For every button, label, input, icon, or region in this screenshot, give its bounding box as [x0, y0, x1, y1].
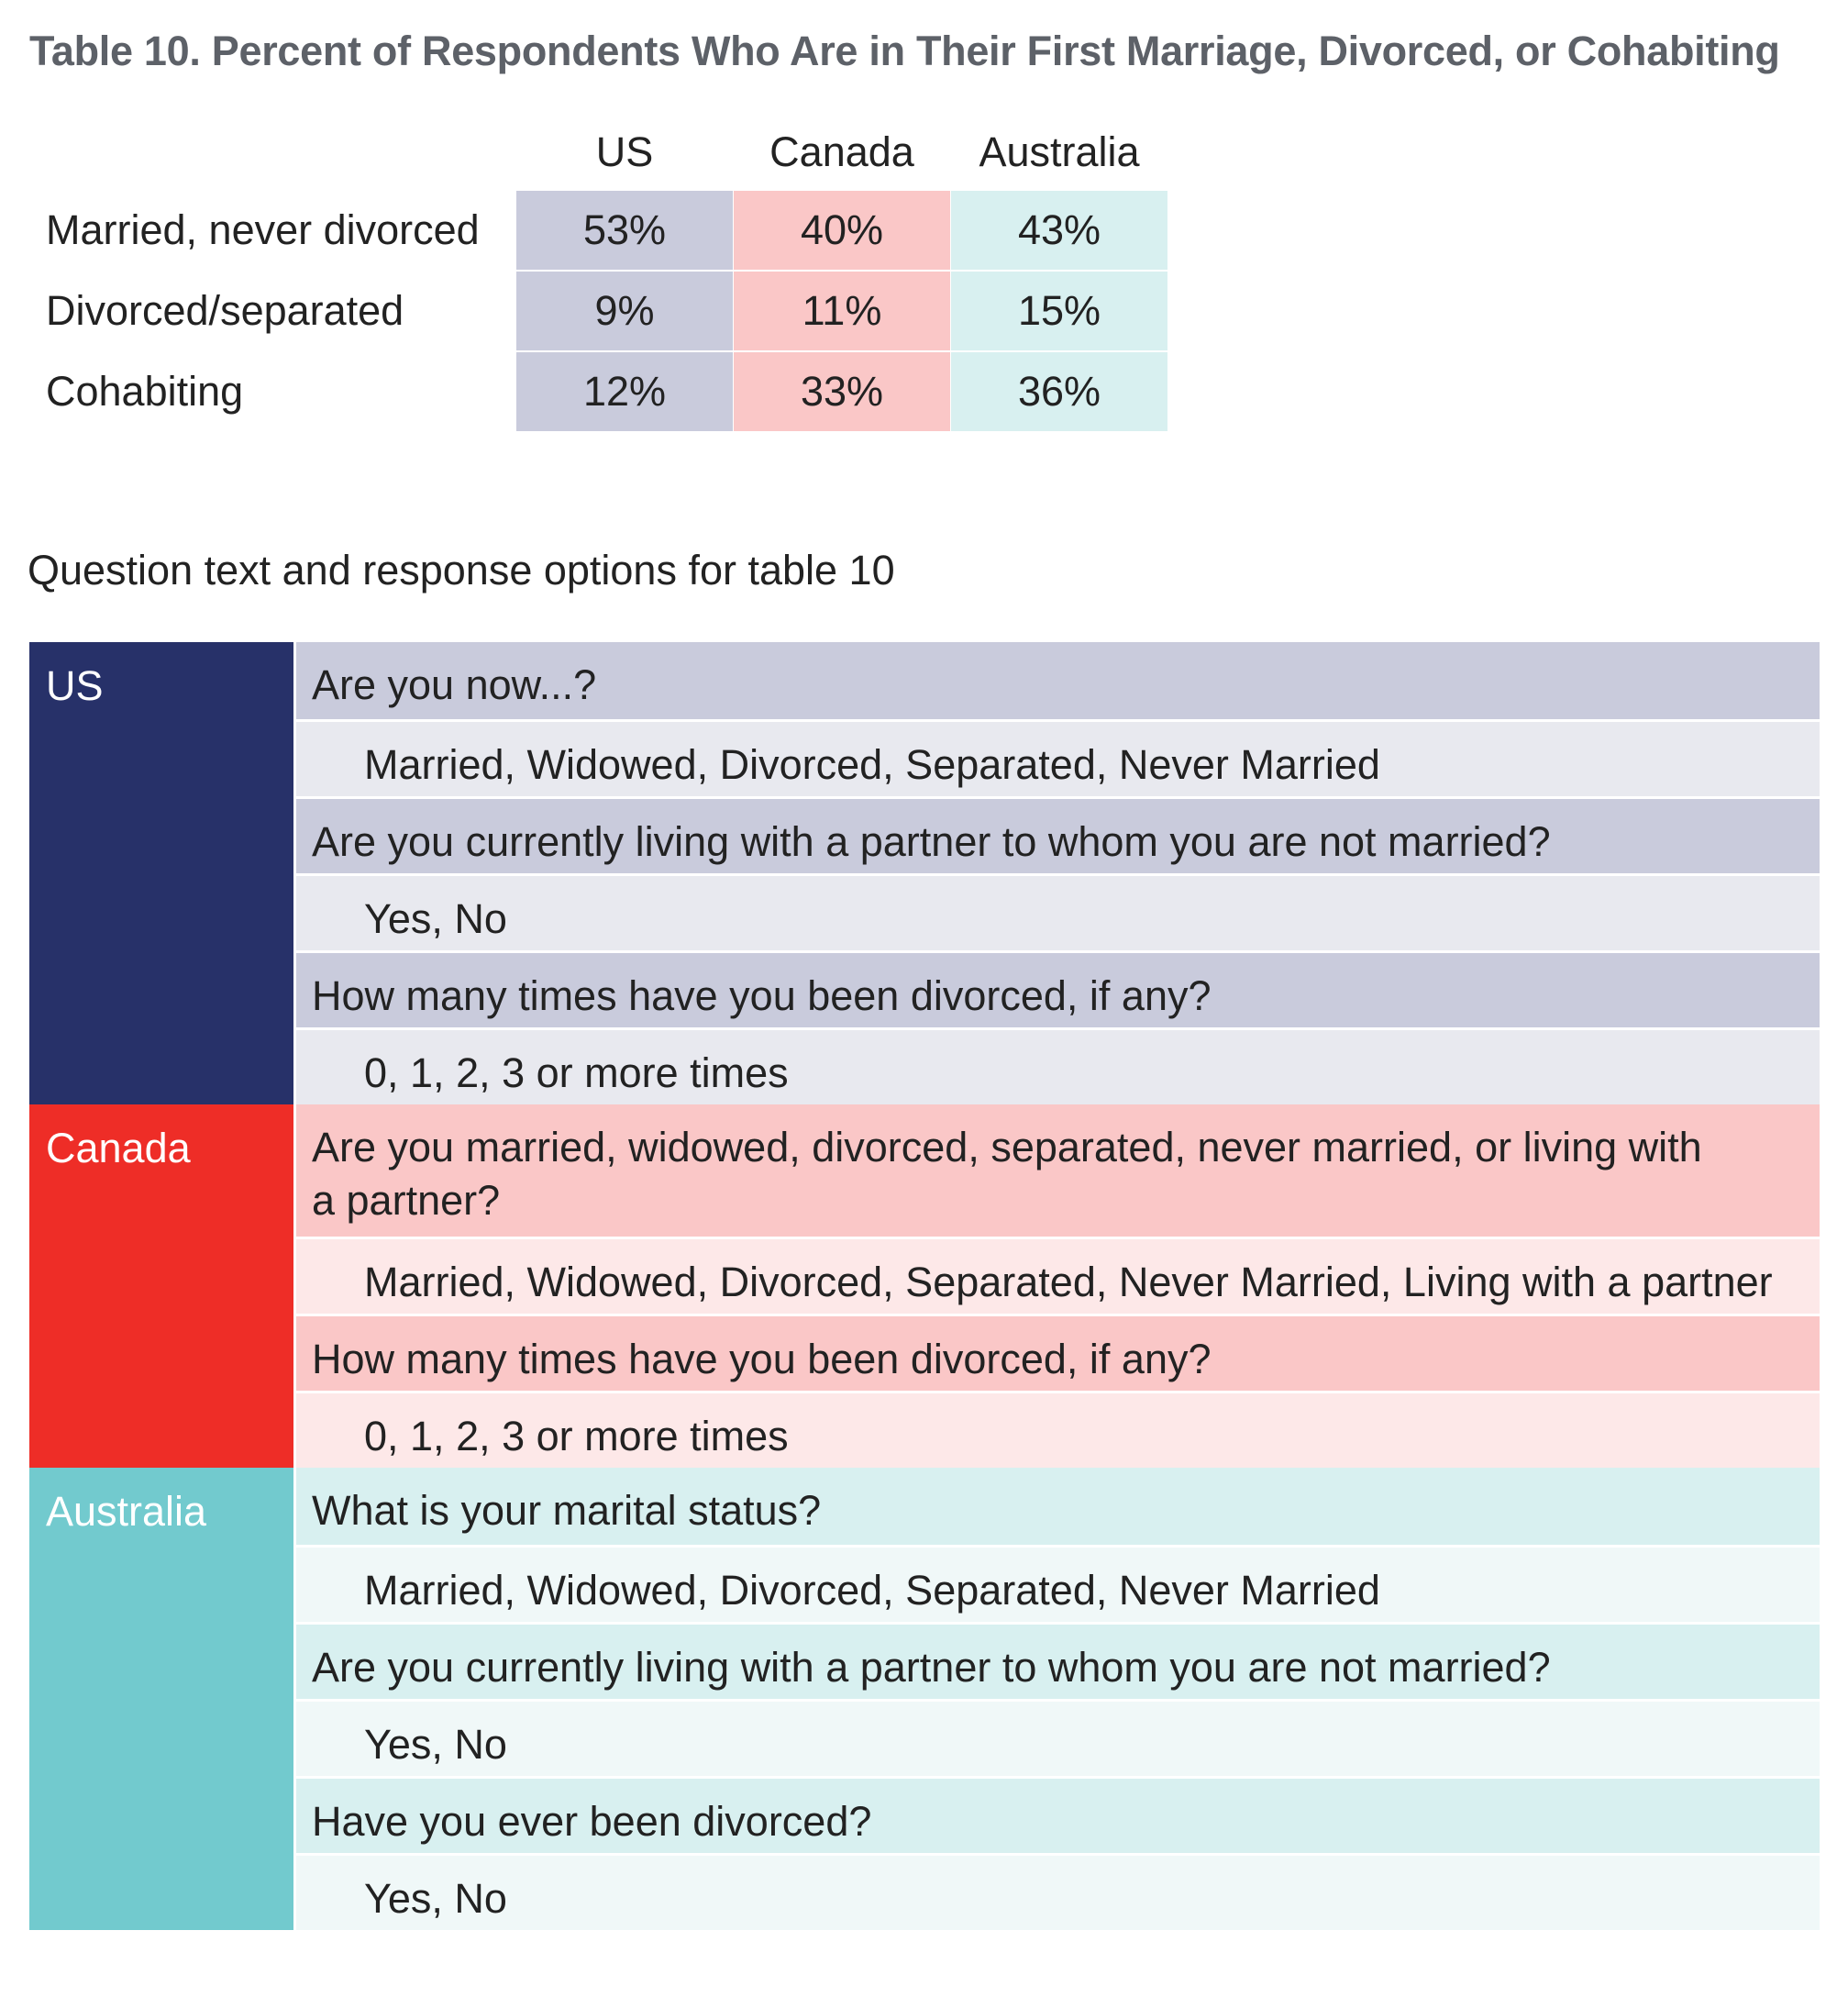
- table-title: Table 10. Percent of Respondents Who Are in Their First Marriage, Divorced, or Cohabiting: [29, 28, 1780, 74]
- question-row: How many times have you been divorced, if any?: [296, 1314, 1820, 1391]
- question-row: How many times have you been divorced, if any?: [296, 950, 1820, 1027]
- response-row: Yes, No: [296, 1853, 1820, 1930]
- response-row: 0, 1, 2, 3 or more times: [296, 1391, 1820, 1468]
- row-label-married: Married, never divorced: [46, 206, 480, 253]
- cell-us-cohabiting: 12%: [516, 352, 733, 431]
- response-row: Yes, No: [296, 1699, 1820, 1776]
- column-header-australia: Australia: [979, 128, 1140, 175]
- question-row: Are you married, widowed, divorced, separated, never married, or living with a partner?: [296, 1104, 1820, 1237]
- question-row: Are you currently living with a partner to whom you are not married?: [296, 1622, 1820, 1699]
- cell-us-divorced: 9%: [516, 272, 733, 350]
- cell-canada-cohabiting: 33%: [734, 352, 950, 431]
- response-row: Married, Widowed, Divorced, Separated, Never Married, Living with a partner: [296, 1237, 1820, 1314]
- row-label-cohabiting: Cohabiting: [46, 368, 244, 415]
- cell-canada-divorced: 11%: [734, 272, 950, 350]
- column-header-canada: Canada: [769, 128, 914, 175]
- question-row: What is your marital status?: [296, 1468, 1820, 1545]
- question-table-subtitle: Question text and response options for table 10: [28, 547, 895, 594]
- row-label-divorced: Divorced/separated: [46, 287, 404, 334]
- cell-australia-divorced: 15%: [951, 272, 1167, 350]
- question-row: Have you ever been divorced?: [296, 1776, 1820, 1853]
- group-australia: [29, 1468, 1820, 1930]
- country-label-australia: Australia: [29, 1468, 293, 1930]
- question-row: Are you currently living with a partner to whom you are not married?: [296, 796, 1820, 873]
- country-label-canada: Canada: [29, 1104, 293, 1468]
- question-row: Are you now...?: [296, 642, 1820, 719]
- question-table: [29, 642, 1820, 1930]
- response-row: Yes, No: [296, 873, 1820, 950]
- cell-canada-married: 40%: [734, 191, 950, 270]
- group-canada: [29, 1104, 1820, 1468]
- group-us: [29, 642, 1820, 1104]
- cell-us-married: 53%: [516, 191, 733, 270]
- cell-australia-cohabiting: 36%: [951, 352, 1167, 431]
- column-header-us: US: [595, 128, 654, 175]
- response-row: 0, 1, 2, 3 or more times: [296, 1027, 1820, 1104]
- cell-australia-married: 43%: [951, 191, 1167, 270]
- country-label-us: US: [29, 642, 293, 1104]
- response-row: Married, Widowed, Divorced, Separated, Never Married: [296, 1545, 1820, 1622]
- response-row: Married, Widowed, Divorced, Separated, Never Married: [296, 719, 1820, 796]
